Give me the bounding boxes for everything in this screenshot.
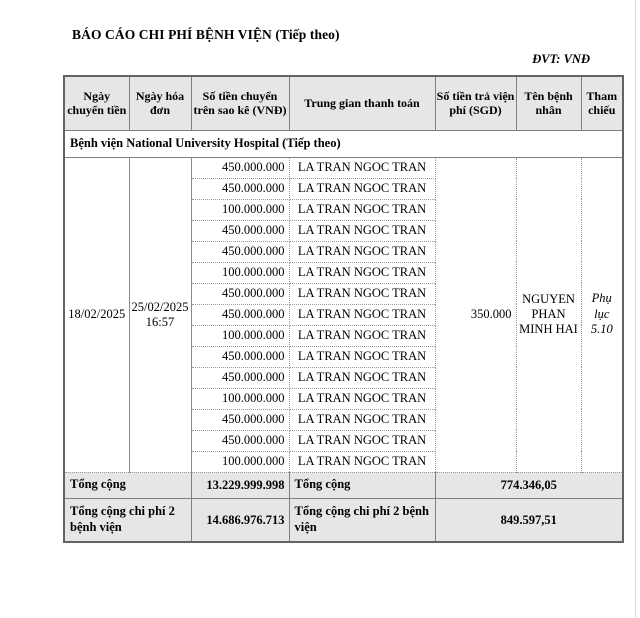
column-header-amount-sgd: Số tiền trả viện phí (SGD) bbox=[435, 76, 516, 130]
intermediary-cell: LA TRAN NGOC TRAN bbox=[289, 283, 435, 304]
hospital-fee-sgd-cell: 350.000 bbox=[435, 157, 516, 472]
amount-vnd-cell: 450.000.000 bbox=[191, 157, 289, 178]
intermediary-cell: LA TRAN NGOC TRAN bbox=[289, 157, 435, 178]
hospital-section-title: Bệnh viện National University Hospital (Tiếp theo) bbox=[64, 130, 623, 157]
amount-vnd-cell: 450.000.000 bbox=[191, 409, 289, 430]
page-edge-line bbox=[635, 0, 636, 618]
patient-name-cell: NGUYEN PHAN MINH HAI bbox=[516, 157, 581, 472]
amount-vnd-cell: 100.000.000 bbox=[191, 262, 289, 283]
total-amount-sgd: 774.346,05 bbox=[435, 472, 623, 498]
amount-vnd-cell: 450.000.000 bbox=[191, 346, 289, 367]
intermediary-cell: LA TRAN NGOC TRAN bbox=[289, 388, 435, 409]
amount-vnd-cell: 450.000.000 bbox=[191, 241, 289, 262]
intermediary-cell: LA TRAN NGOC TRAN bbox=[289, 367, 435, 388]
column-header-reference: Tham chiếu bbox=[581, 76, 623, 130]
column-header-amount-vnd: Số tiền chuyển trên sao kê (VNĐ) bbox=[191, 76, 289, 130]
column-header-invoice-date: Ngày hóa đơn bbox=[129, 76, 191, 130]
report-title: BÁO CÁO CHI PHÍ BỆNH VIỆN (Tiếp theo) bbox=[72, 27, 340, 42]
intermediary-cell: LA TRAN NGOC TRAN bbox=[289, 262, 435, 283]
intermediary-cell: LA TRAN NGOC TRAN bbox=[289, 325, 435, 346]
intermediary-cell: LA TRAN NGOC TRAN bbox=[289, 409, 435, 430]
grand-total-amount-sgd: 849.597,51 bbox=[435, 498, 623, 542]
total-row bbox=[64, 472, 623, 498]
table-header-row bbox=[64, 76, 623, 130]
reference-cell: Phụ lục 5.10 bbox=[581, 157, 623, 472]
currency-unit-note: ĐVT: VNĐ bbox=[532, 52, 590, 66]
amount-vnd-cell: 100.000.000 bbox=[191, 451, 289, 472]
intermediary-cell: LA TRAN NGOC TRAN bbox=[289, 241, 435, 262]
amount-vnd-cell: 100.000.000 bbox=[191, 325, 289, 346]
total-label-right: Tổng cộng bbox=[289, 472, 435, 498]
invoice-date-cell bbox=[129, 157, 191, 472]
amount-vnd-cell: 450.000.000 bbox=[191, 283, 289, 304]
intermediary-cell: LA TRAN NGOC TRAN bbox=[289, 199, 435, 220]
amount-vnd-cell: 450.000.000 bbox=[191, 304, 289, 325]
expense-table bbox=[63, 75, 624, 543]
transaction-row bbox=[64, 157, 623, 178]
amount-vnd-cell: 450.000.000 bbox=[191, 220, 289, 241]
total-amount-vnd: 13.229.999.998 bbox=[191, 472, 289, 498]
amount-vnd-cell: 450.000.000 bbox=[191, 178, 289, 199]
intermediary-cell: LA TRAN NGOC TRAN bbox=[289, 304, 435, 325]
intermediary-cell: LA TRAN NGOC TRAN bbox=[289, 346, 435, 367]
invoice-date: 25/02/2025 bbox=[131, 300, 189, 315]
intermediary-cell: LA TRAN NGOC TRAN bbox=[289, 430, 435, 451]
grand-total-row bbox=[64, 498, 623, 542]
intermediary-cell: LA TRAN NGOC TRAN bbox=[289, 451, 435, 472]
total-label-left: Tổng cộng bbox=[64, 472, 191, 498]
hospital-section-row bbox=[64, 130, 623, 157]
invoice-time: 16:57 bbox=[145, 314, 175, 329]
amount-vnd-cell: 100.000.000 bbox=[191, 199, 289, 220]
column-header-intermediary: Trung gian thanh toán bbox=[289, 76, 435, 130]
amount-vnd-cell: 100.000.000 bbox=[191, 388, 289, 409]
intermediary-cell: LA TRAN NGOC TRAN bbox=[289, 220, 435, 241]
grand-total-label-left: Tổng cộng chi phí 2 bệnh viện bbox=[64, 498, 191, 542]
grand-total-amount-vnd: 14.686.976.713 bbox=[191, 498, 289, 542]
column-header-patient-name: Tên bệnh nhân bbox=[516, 76, 581, 130]
grand-total-label-right: Tổng cộng chi phí 2 bệnh viện bbox=[289, 498, 435, 542]
amount-vnd-cell: 450.000.000 bbox=[191, 367, 289, 388]
amount-vnd-cell: 450.000.000 bbox=[191, 430, 289, 451]
intermediary-cell: LA TRAN NGOC TRAN bbox=[289, 178, 435, 199]
transfer-date-cell: 18/02/2025 bbox=[64, 157, 129, 472]
column-header-transfer-date: Ngày chuyển tiền bbox=[64, 76, 129, 130]
